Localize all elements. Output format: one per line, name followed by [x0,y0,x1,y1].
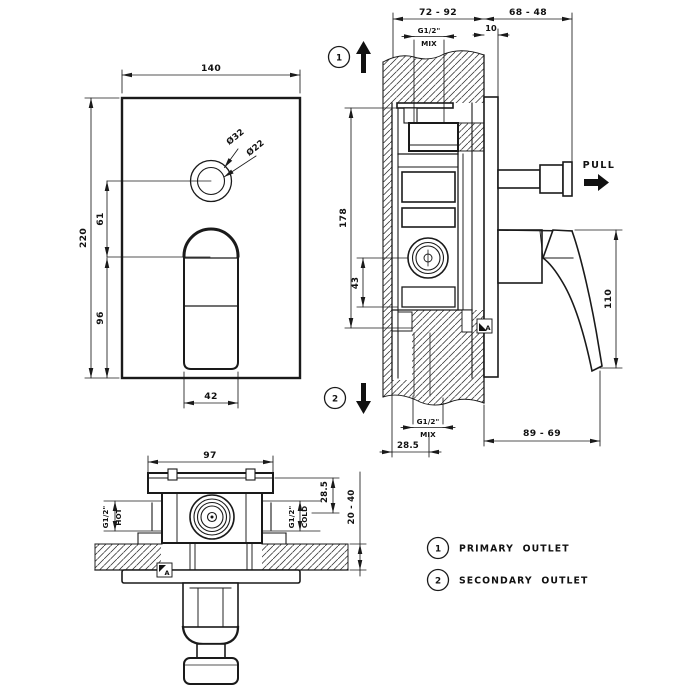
dim-72-92: 72 - 92 [419,7,457,18]
dia-inner-label: Ø22 [244,138,267,159]
dim-89-69: 89 - 69 [523,428,561,439]
marker-2: 2 [331,394,339,405]
dia-outer-label: Ø32 [224,127,247,148]
marker-1: 1 [335,53,343,64]
dim-97: 97 [203,450,217,461]
pull-label: PULL [582,160,616,171]
bottom-outlet-thread: G1/2" [416,417,440,426]
legend-label-primary: PRIMARY OUTLET [459,543,570,555]
right-label: COLD [300,505,309,529]
bottom-outlet-label: MIX [420,430,436,439]
dim-110: 110 [603,288,614,310]
left-thread: G1/2" [101,505,110,529]
dim-68-48: 68 - 48 [509,7,547,18]
dim-178: 178 [338,207,349,229]
legend-num-2: 2 [434,576,442,587]
dim-220: 220 [78,227,89,249]
section-marker-side [477,319,492,333]
dim-20-40: 20 - 40 [347,489,357,525]
dim-61: 61 [95,212,106,226]
section-letter: A [164,569,170,577]
dim-10: 10 [485,23,497,33]
legend-num-1: 1 [434,544,442,555]
dim-28-5-bottom: 28.5 [320,480,330,504]
escutcheon-plate-section [484,97,498,377]
right-thread: G1/2" [287,505,296,529]
dim-42: 42 [204,391,218,402]
top-outlet-label: MIX [421,39,437,48]
dim-28-5-side: 28.5 [396,441,420,451]
left-label: HOT [114,508,123,526]
dim-96: 96 [95,311,106,325]
dim-140: 140 [200,63,222,74]
section-letter: A [485,324,491,332]
top-outlet-thread: G1/2" [417,26,441,35]
dim-43: 43 [351,276,361,290]
section-marker-bottom [157,563,172,577]
legend-label-secondary: SECONDARY OUTLET [459,575,589,587]
